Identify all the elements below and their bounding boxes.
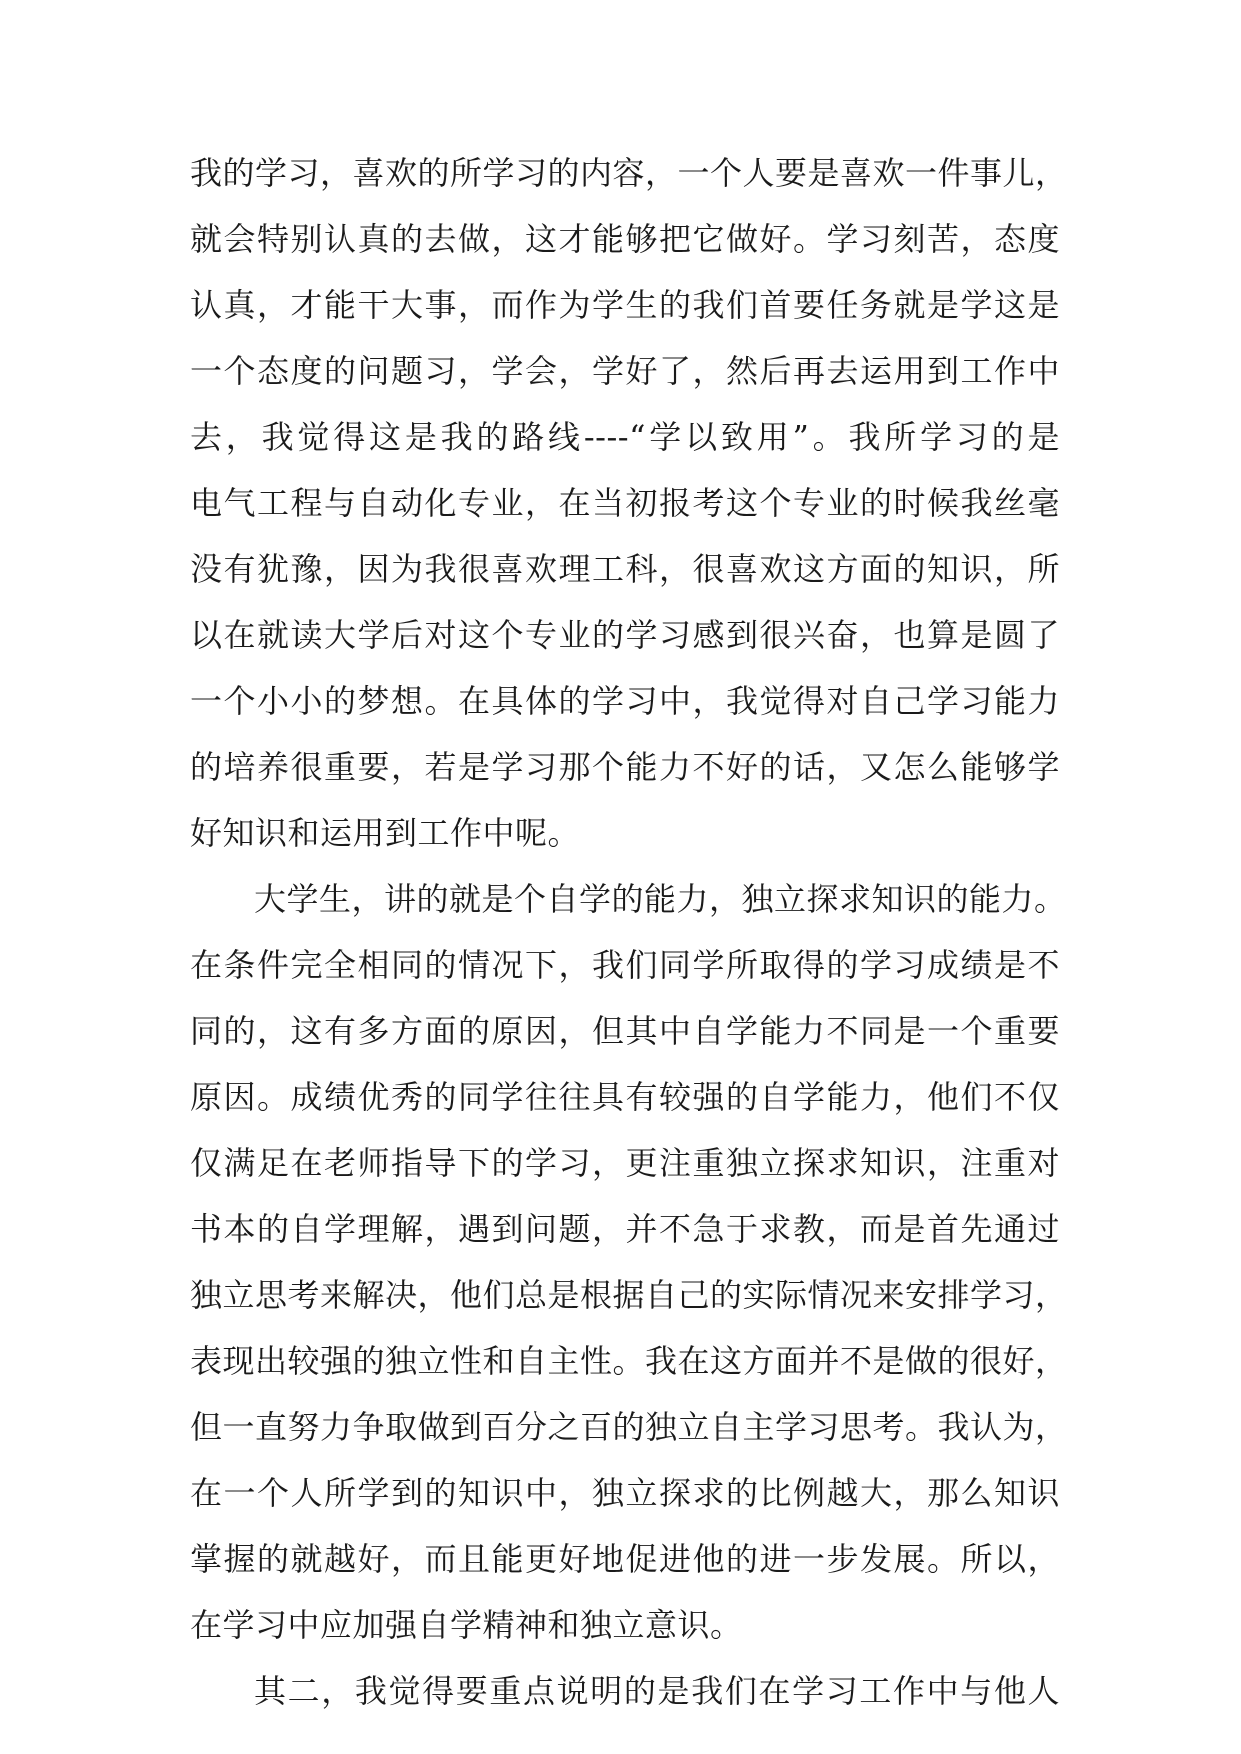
text-line: 以在就读大学后对这个专业的学习感到很兴奋，也算是圆了 [190, 616, 1060, 654]
text-line: 我的学习，喜欢的所学习的内容，一个人要是喜欢一件事儿， [190, 154, 1068, 192]
text-line: 表现出较强的独立性和自主性。我在这方面并不是做的很好， [190, 1342, 1068, 1380]
text-line: 但一直努力争取做到百分之百的独立自主学习思考。我认为， [190, 1408, 1068, 1446]
text-line: 其二，我觉得要重点说明的是我们在学习工作中与他人 [254, 1672, 1060, 1710]
text-line: 的培养很重要，若是学习那个能力不好的话，又怎么能够学 [190, 748, 1060, 786]
text-line: 电气工程与自动化专业，在当初报考这个专业的时候我丝毫 [190, 484, 1060, 522]
text-line: 认真，才能干大事，而作为学生的我们首要任务就是学这是 [190, 286, 1060, 324]
text-line: 仅满足在老师指导下的学习，更注重独立探求知识，注重对 [190, 1144, 1060, 1182]
text-line: 没有犹豫，因为我很喜欢理工科，很喜欢这方面的知识，所 [190, 550, 1060, 588]
text-line: 原因。成绩优秀的同学往往具有较强的自学能力，他们不仅 [190, 1078, 1060, 1116]
text-line: 同的，这有多方面的原因，但其中自学能力不同是一个重要 [190, 1012, 1060, 1050]
text-line: 一个小小的梦想。在具体的学习中，我觉得对自己学习能力 [190, 682, 1060, 720]
text-line: 在学习中应加强自学精神和独立意识。 [190, 1606, 743, 1644]
text-line: 就会特别认真的去做，这才能够把它做好。学习刻苦，态度 [190, 220, 1060, 258]
text-line: 书本的自学理解，遇到问题，并不急于求教，而是首先通过 [190, 1210, 1060, 1248]
text-line: 大学生，讲的就是个自学的能力，独立探求知识的能力。 [254, 880, 1067, 918]
document-body [190, 140, 1068, 1724]
text-line: 在条件完全相同的情况下，我们同学所取得的学习成绩是不 [190, 946, 1060, 984]
text-line: 一个态度的问题习，学会，学好了，然后再去运用到工作中 [190, 352, 1060, 390]
text-line: 掌握的就越好，而且能更好地促进他的进一步发展。所以， [190, 1540, 1060, 1578]
text-line: 去，我觉得这是我的路线----“学以致用”。我所学习的是 [190, 418, 1060, 456]
text-line: 独立思考来解决，他们总是根据自己的实际情况来安排学习， [190, 1276, 1068, 1314]
text-line: 好知识和运用到工作中呢。 [190, 814, 581, 852]
text-line: 在一个人所学到的知识中，独立探求的比例越大，那么知识 [190, 1474, 1060, 1512]
